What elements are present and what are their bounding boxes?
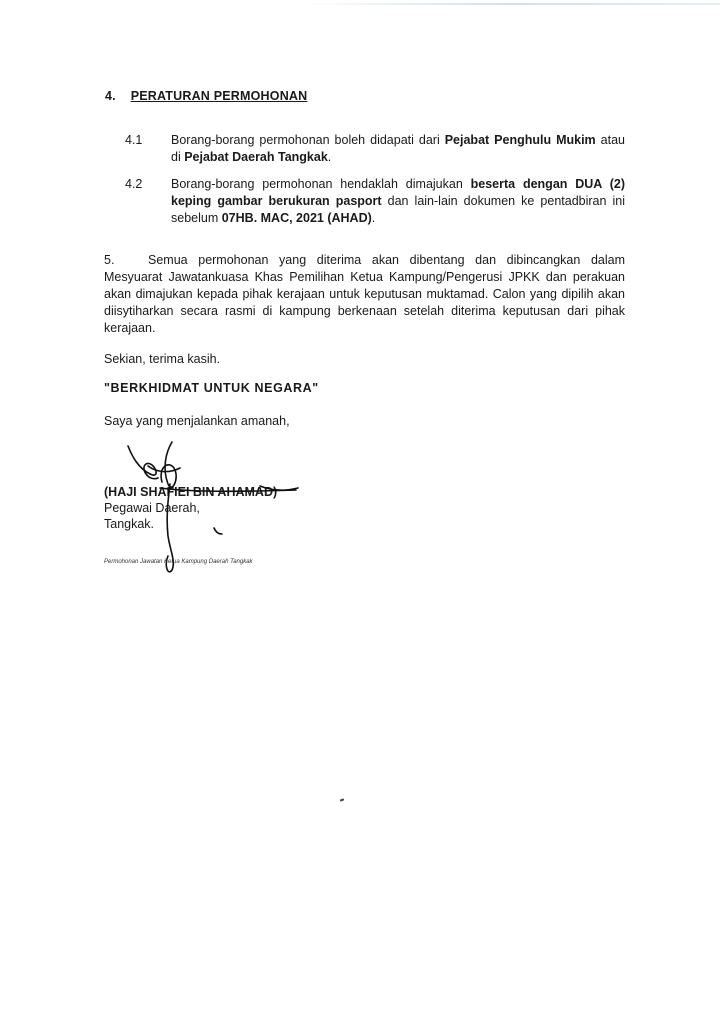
item-text-part: . [371,211,376,225]
item-text-part: Borang-borang permohonan hendaklah dimajukan [171,177,471,191]
item-text-bold: Pejabat Penghulu Mukim [444,133,596,147]
item-text-part: dan lain-lain dokumen ke pentadbiran ini sebelum [171,194,625,225]
item-text-part: atau di [171,133,625,164]
list-item-4-1 [125,132,625,166]
item-text-bold: beserta dengan DUA (2) keping gambar berukuran pasport [171,177,625,208]
motto: "BERKHIDMAT UNTUK NEGARA" [104,381,319,395]
paragraph-text: Semua permohonan yang diterima akan dibentang dan dibincangkan dalam Mesyuarat Jawatankuasa Khas Pemilihan Ketua Kampung/Pengerusi JPKK dan perakuan akan dimajukan kepada pihak kerajaan untuk keputusan muktamad. Calon yang dipilih akan diisytiharkan secara rasmi di kampung berkenaan setelah diterima keputusan dari pihak kerajaan. [104,253,625,335]
footer-note: Permohonan Jawatan Ketua Kampung Daerah Tangkak [104,559,253,565]
list-item-4-2 [125,176,625,227]
item-text-bold: Pejabat Daerah Tangkak [184,150,328,164]
item-number: 4.2 [125,177,143,191]
item-text-bold: 07HB. MAC, 2021 (AHAD) [221,211,372,225]
item-text-part: . [327,150,332,164]
signatory-title: Pegawai Daerah, [104,501,200,515]
signatory-place: Tangkak. [104,517,155,531]
section-title: PERATURAN PERMOHONAN [130,89,308,103]
handwritten-signature [110,438,310,578]
trust-line: Saya yang menjalankan amanah, [104,414,290,428]
paragraph-5 [104,252,625,337]
section-heading [105,89,307,103]
scan-edge-line [300,3,720,5]
item-number: 4.1 [125,133,143,147]
item-text [171,176,625,227]
section-number: 4. [105,89,116,103]
item-text-part: Borang-borang permohonan boleh didapati dari [171,133,445,147]
item-text [171,132,625,166]
signatory-name: (HAJI SHAFIEI BIN AHAMAD) [104,485,278,499]
scan-speck [340,798,344,801]
closing-line: Sekian, terima kasih. [104,352,221,366]
paragraph-number: 5. [104,253,115,267]
